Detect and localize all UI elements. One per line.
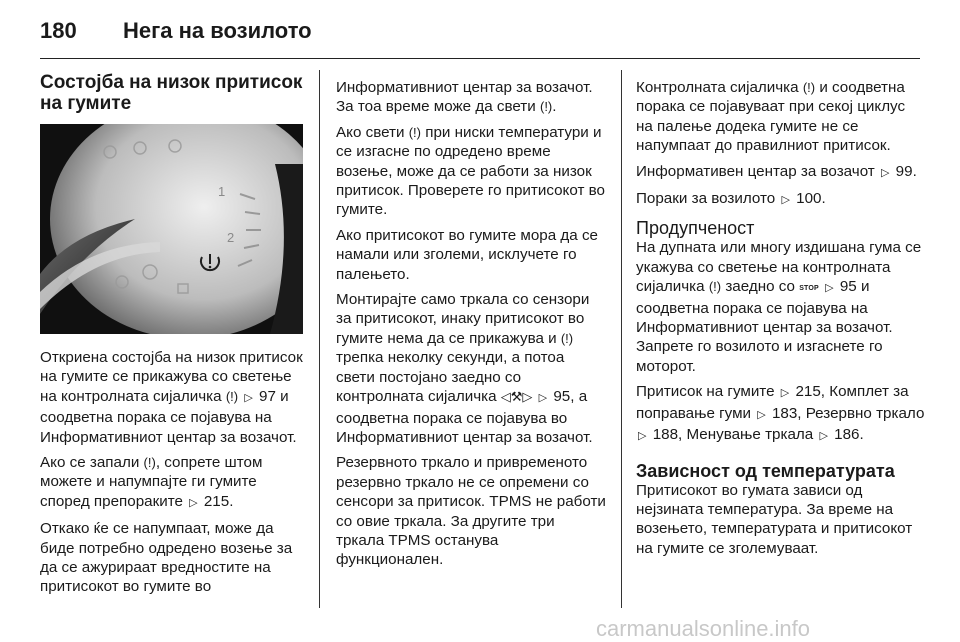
col1-paragraph-2: Ако се запали (!), сопрете штом можете и напумпајте ги гумите според препораките ▷ 215.	[40, 453, 303, 513]
reference-arrow-icon: ▷	[781, 194, 790, 207]
col3-paragraph-3: Пораки за возилото ▷ 100.	[636, 189, 926, 210]
col1-paragraph-3: Откако ќе се напумпаат, може да биде потребно одредено возење за да се ажурираат вредностите на притисокот во гумите во	[40, 520, 293, 596]
column-2	[336, 78, 606, 576]
subheading-puncture: Продупченост	[636, 218, 755, 239]
tire-pressure-icon: (!)	[408, 124, 421, 140]
watermark: carmanualsonline.info	[596, 616, 811, 641]
instrument-cluster-figure	[40, 124, 303, 334]
col2-paragraph-2: Ако свети (!) при ниски температури и се изгасне по одредено време возење, може да се работи за низок притисок. Проверете го притисокот во гумите.	[336, 123, 606, 219]
col3-paragraph-5: Притисок на гумите ▷ 215, Комплет за поправање гуми ▷ 183, Резервно тркало ▷ 188, Менување тркала ▷ 186.	[636, 382, 926, 446]
subheading-temperature: Зависност од температурата	[636, 460, 895, 481]
reference-arrow-icon: ▷	[780, 387, 790, 400]
column-3	[636, 78, 926, 564]
col2-paragraph-3: Ако притисокот во гумите мора да се намали или зголеми, исклучете го палењето.	[336, 226, 598, 283]
reference-arrow-icon: ▷	[638, 430, 647, 443]
tire-pressure-icon: (!)	[708, 279, 722, 295]
reference-arrow-icon: ▷	[819, 430, 828, 443]
header-rule	[40, 58, 920, 59]
instrument-cluster-illustration	[40, 124, 303, 334]
column-divider-1	[319, 70, 320, 608]
service-wrench-icon: ◁⚒▷	[500, 389, 533, 405]
reference-arrow-icon: ▷	[757, 408, 766, 421]
running-title: Нега на возилото	[123, 18, 312, 43]
tire-pressure-icon: (!)	[539, 99, 553, 115]
reference-arrow-icon: ▷	[880, 166, 890, 179]
col2-paragraph-4: Монтирајте само тркала со сензори за притисокот, инаку притисокот во гумите нема да се прикажува и (!) трепка неколку секунди, а потоа свети постојано заедно со контролната сијаличка ◁⚒▷ ▷ 95, а соодветна порака се појавува во Информативниот центар за возачот.	[336, 291, 593, 446]
reference-arrow-icon: ▷	[538, 392, 548, 405]
tire-pressure-icon: (!)	[802, 80, 816, 95]
reference-arrow-icon: ▷	[244, 391, 253, 404]
tire-pressure-icon: (!)	[143, 455, 156, 471]
column-divider-2	[621, 70, 622, 608]
section-heading-low-pressure: Состојба на низок притисок на гумите	[40, 72, 303, 114]
col3-paragraph-4: На дупната или многу издишана гума се укажува со светење на контролната сијаличка (!) заедно со STOP ▷ 95 и соодветна порака се појавува на Информативниот центар за возачот. Запрете го возилото и изгаснете го моторот.	[636, 239, 922, 375]
col2-paragraph-1: Информативниот центар за возачот. За тоа време може да свети (!).	[336, 79, 593, 116]
reference-arrow-icon: ▷	[189, 496, 198, 509]
stop-icon: STOP	[799, 285, 819, 293]
column-1	[40, 72, 303, 603]
page-number: 180	[40, 18, 77, 43]
gauge-number-1: 1	[218, 184, 226, 199]
reference-arrow-icon: ▷	[825, 282, 834, 295]
col3-paragraph-6: Притисокот во гумата зависи од нејзината температура. За време на возењето, температурата и притисокот на гумите се зголемуваат.	[636, 481, 913, 557]
col3-paragraph-2: Информативен центар за возачот ▷ 99.	[636, 162, 926, 183]
col1-paragraph-1: Откриена состојба на низок притисок на гумите се прикажува со светење на контролната сијаличка (!) ▷ 97 и соодветна порака се појавува на Информативниот центар за возачот.	[40, 349, 303, 446]
tire-pressure-icon: (!)	[225, 388, 239, 404]
gauge-number-2: 2	[227, 230, 235, 245]
col2-paragraph-5: Резервното тркало и привременото резервно тркало не се опремени со сенсори за притисок. TPMS не работи со овие тркала. За другите три тркала TPMS останува функционален.	[336, 454, 606, 569]
page-header	[40, 18, 920, 54]
col3-paragraph-1: Контролната сијаличка (!) и соодветна порака се појавуваат при секој циклус на палење додека гумите не се напумпаат до правилниот притисок.	[636, 79, 906, 155]
tire-pressure-icon: (!)	[560, 330, 574, 346]
